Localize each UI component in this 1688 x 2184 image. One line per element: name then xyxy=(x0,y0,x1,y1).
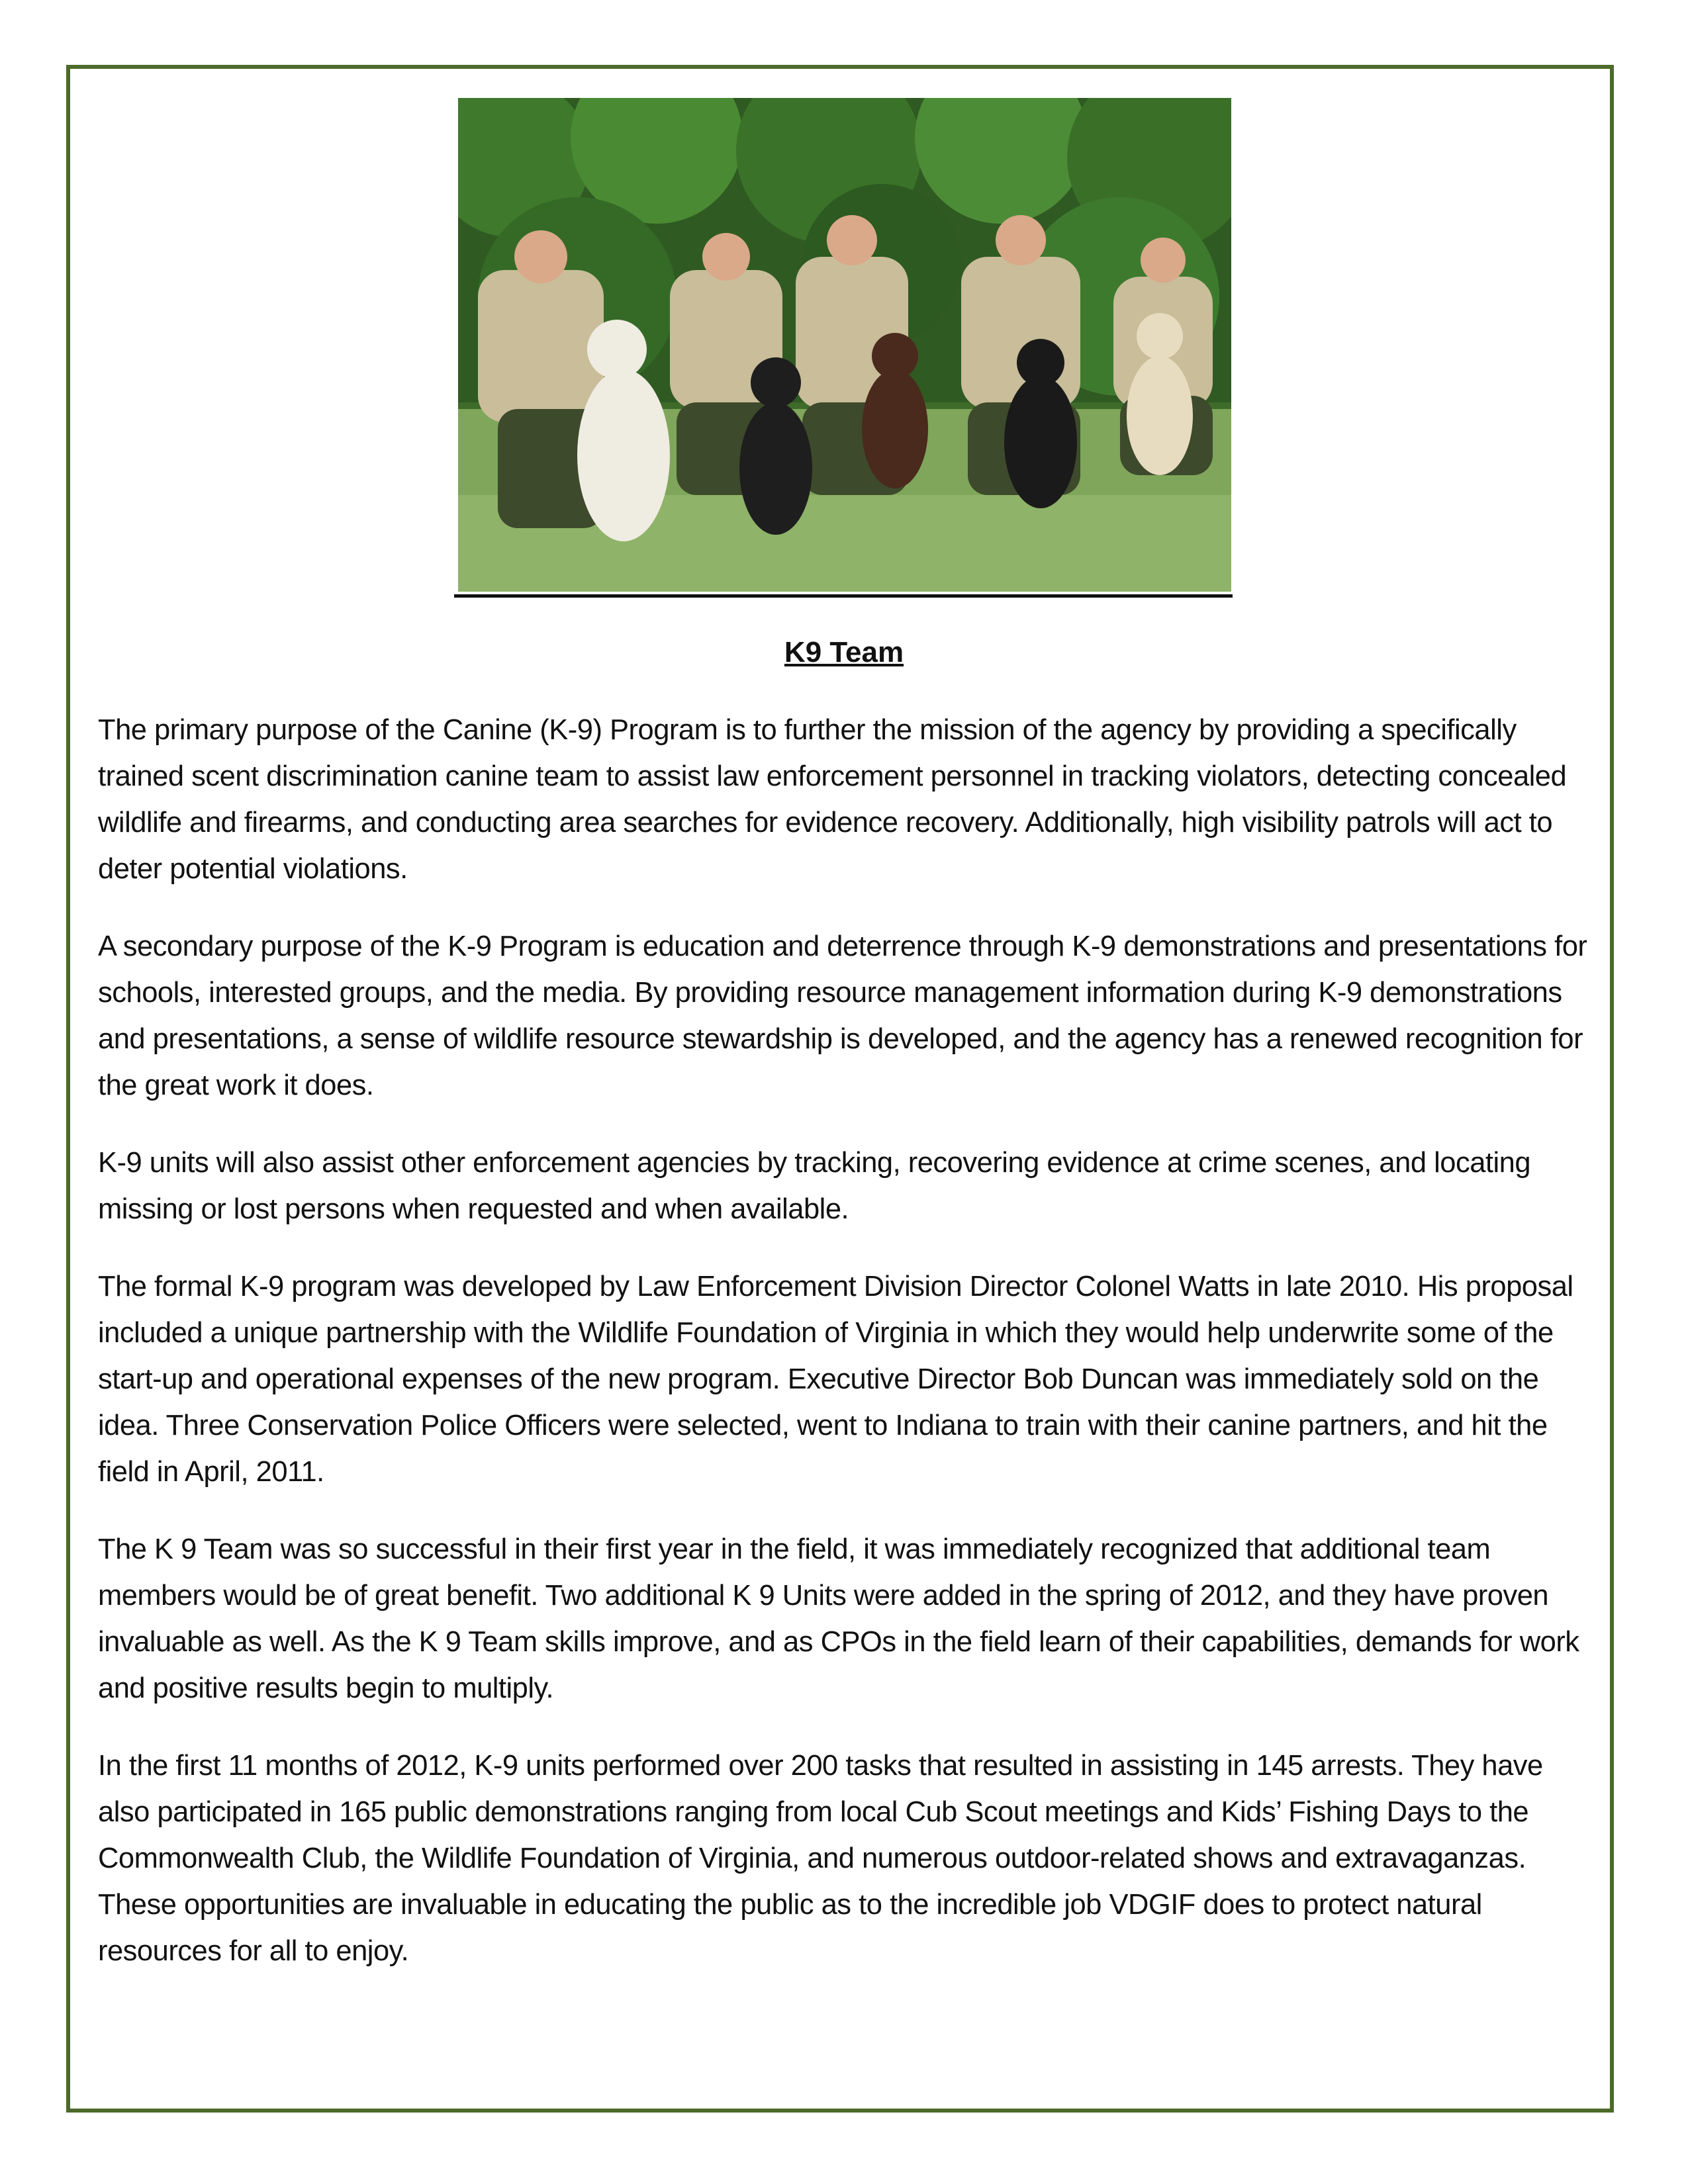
paragraph-expansion: The K 9 Team was so successful in their first year in the field, it was immediately recognized that additional team members would be of great benefit. Two additional K 9 Units were added in the spring of 2012, and they have proven invaluable as well. As the K 9 Team skills improve, and as CPOs in the field learn of their capabilities, demands for work and positive results begin to multiply. xyxy=(98,1533,1579,1704)
paragraph-assistance: K-9 units will also assist other enforcement agencies by tracking, recovering evidence at crime scenes, and locating missing or lost persons when requested and when available. xyxy=(98,1147,1531,1225)
paragraph-results: In the first 11 months of 2012, K-9 units performed over 200 tasks that resulted in assisting in 145 arrests. They have also participated in 165 public demonstrations ranging from local Cub Scout meetings and Kids’ Fishing Days to the Commonwealth Club, the Wildlife Foundation of Virginia, and numerous outdoor-related shows and extravaganzas. These opportunities are invaluable in educating the public as to the incredible job VDGIF does to protect natural resources for all to enjoy. xyxy=(98,1750,1543,1967)
paragraph-purpose: The primary purpose of the Canine (K-9) Program is to further the mission of the agency by providing a specifically trained scent discrimination canine team to assist law enforcement personnel in tracking violators, detecting concealed wildlife and firearms, and conducting area searches for evidence recovery. Additionally, high visibility patrols will act to deter potential violations. xyxy=(98,714,1567,885)
photo-underline-rule xyxy=(454,594,1233,598)
k9-team-photo xyxy=(458,98,1231,592)
paragraph-secondary-purpose: A secondary purpose of the K-9 Program is education and deterrence through K-9 demonstrations and presentations for schools, interested groups, and the media. By providing resource management information during K-9 demonstrations and presentations, a sense of wildlife resource stewardship is developed, and the agency has a renewed recognition for the great work it does. xyxy=(98,931,1587,1101)
body-text xyxy=(98,707,1587,2005)
k9-team-photo-illustration xyxy=(458,98,1231,592)
paragraph-history: The formal K-9 program was developed by Law Enforcement Division Director Colonel Watts in late 2010. His proposal included a unique partnership with the Wildlife Foundation of Virginia in which they would help underwrite some of the start-up and operational expenses of the new program. Executive Director Bob Duncan was immediately sold on the idea. Three Conservation Police Officers were selected, went to Indiana to train with their canine partners, and hit the field in April, 2011. xyxy=(98,1271,1573,1488)
page-title: K9 Team xyxy=(784,636,904,668)
